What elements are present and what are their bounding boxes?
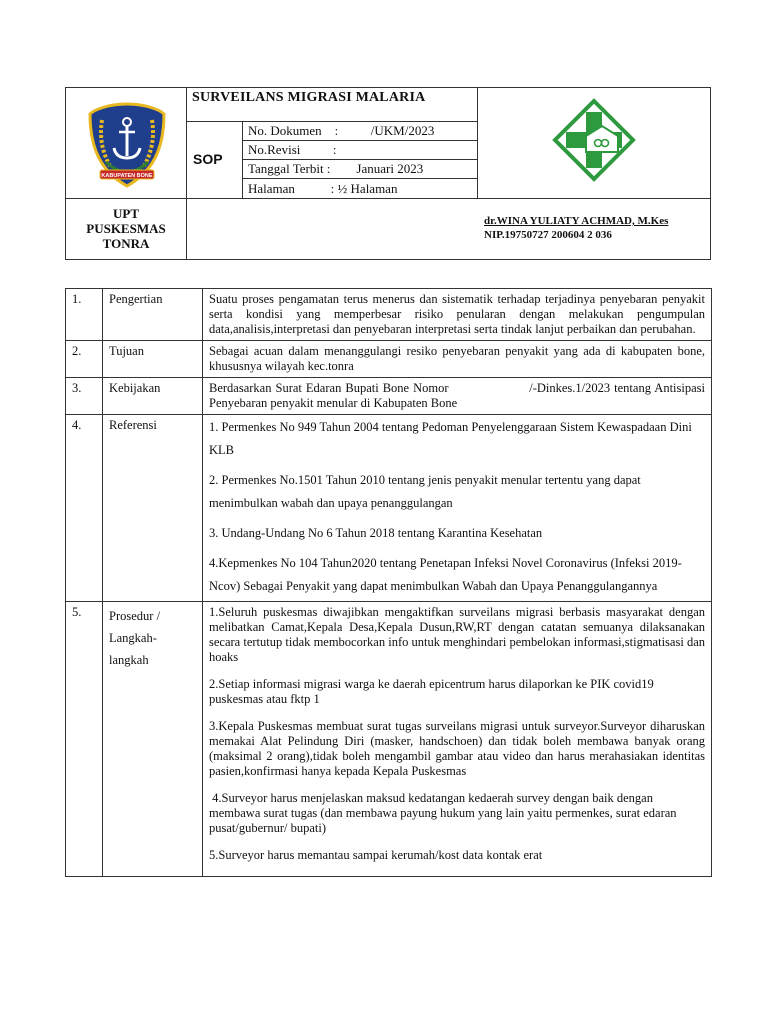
list-item: 3. Undang-Undang No 6 Tahun 2018 tentang Karantina Kesehatan — [209, 526, 543, 540]
table-row — [66, 378, 712, 415]
row-label: Kebijakan — [103, 378, 203, 415]
row-label: Referensi — [103, 415, 203, 602]
signer-name: dr.WINA YULIATY ACHMAD, M.Kes — [484, 215, 669, 227]
list-item: 3.Kepala Puskesmas membuat surat tugas surveilans migrasi untuk surveyor.Surveyor diharuskan memakai Alat Pelindung Diri (masker, handschoen) dan tidak boleh membawa banyak orang (maksimal 2 orang),tidak boleh mengambil gambar atau video dan harus merahasiakan identitas pasien,konfirmasi hanya kepada Kepala Puskesmas — [209, 719, 705, 778]
sop-label: SOP — [193, 151, 223, 167]
document-title: SURVEILANS MIGRASI MALARIA — [192, 90, 426, 105]
list-item: 2.Setiap informasi migrasi warga ke daerah epicentrum harus dilaporkan ke PIK covid19 puskesmas atau fktp 1 — [209, 677, 654, 706]
org-line-1: UPT — [113, 206, 139, 221]
row-number: 2. — [66, 341, 103, 378]
list-item: 1.Seluruh puskesmas diwajibkan mengaktifkan surveilans migrasi berbasis masyarakat dengan melibatkan Camat,Kepala Desa,Kepala Dusun,RW,RT dengan catatan semuanya dilaksanakan secara tertutup tidak membocorkan info untuk menghindari pembelokan informasi,stigmatisasi dan hoaks — [209, 605, 705, 664]
bone-regency-emblem-icon — [86, 100, 168, 192]
row-label — [103, 602, 203, 877]
document-number: No. Dokumen : /UKM/2023 — [248, 123, 435, 138]
list-item: 4.Kepmenkes No 104 Tahun2020 tentang Penetapan Infeksi Novel Coronavirus (Infeksi 2019-Ncov) Sebagai Penyakit yang dapat menimbulkan Wabah dan Upaya Penanggulangannya — [209, 556, 682, 593]
signer-block — [484, 214, 668, 242]
sop-content-table — [65, 288, 712, 877]
sop-header — [65, 87, 711, 260]
issue-date: Tanggal Terbit : Januari 2023 — [248, 161, 424, 176]
row-number: 3. — [66, 378, 103, 415]
emblem-banner-text: KABUPATEN BONE — [101, 173, 153, 179]
row-number: 5. — [66, 602, 103, 877]
list-item: 2. Permenkes No.1501 Tahun 2010 tentang jenis penyakit menular tertentu yang dapat menimbulkan wabah dan upaya penanggulangan — [209, 473, 641, 510]
signer-nip: NIP.19750727 200604 2 036 — [484, 229, 612, 241]
reference-list — [203, 415, 712, 602]
organization-name — [66, 206, 186, 251]
row-content: Sebagai acuan dalam menanggulangi resiko penyebaran penyakit yang ada di kabupaten bone, khususnya wilayah kec.tonra — [203, 341, 712, 378]
row-label-text: Prosedur / Langkah-langkah — [109, 609, 161, 667]
list-item: 5.Surveyor harus memantau sampai kerumah/kost data kontak erat — [209, 848, 543, 862]
row-content: Berdasarkan Surat Edaran Bupati Bone Nomor /-Dinkes.1/2023 tentang Antisipasi Penyebaran penyakit menular di Kabupaten Bone — [203, 378, 712, 415]
procedure-list — [203, 602, 712, 877]
page-info: Halaman : ½ Halaman — [248, 181, 398, 196]
table-row — [66, 289, 712, 341]
row-number: 1. — [66, 289, 103, 341]
list-item: 1. Permenkes No 949 Tahun 2004 tentang Pedoman Penyelenggaraan Sistem Kewaspadaan Dini KLB — [209, 420, 692, 457]
table-row — [66, 602, 712, 877]
table-row — [66, 341, 712, 378]
row-label: Pengertian — [103, 289, 203, 341]
list-item: 4.Surveyor harus menjelaskan maksud kedatangan kedaerah survey dengan baik dengan membawa surat tugas (dan membawa payung hukum yang lain yaitu permenkes, surat edaran pusat/gubernur/ bupati) — [209, 791, 680, 835]
org-line-3: TONRA — [102, 236, 150, 251]
row-number: 4. — [66, 415, 103, 602]
table-row — [66, 415, 712, 602]
puskesmas-cross-icon — [552, 98, 636, 182]
row-content: Suatu proses pengamatan terus menerus dan sistematik terhadap terjadinya penyebaran penyakit serta kondisi yang memperbesar risiko penularan dengan melakukan pengumpulan data,analisis,interpretasi dan penyebaran interpretasi serta tindak lanjut perbaikan dan perubahan. — [203, 289, 712, 341]
row-label: Tujuan — [103, 341, 203, 378]
org-line-2: PUSKESMAS — [86, 221, 166, 236]
revision-number: No.Revisi : — [248, 142, 337, 157]
